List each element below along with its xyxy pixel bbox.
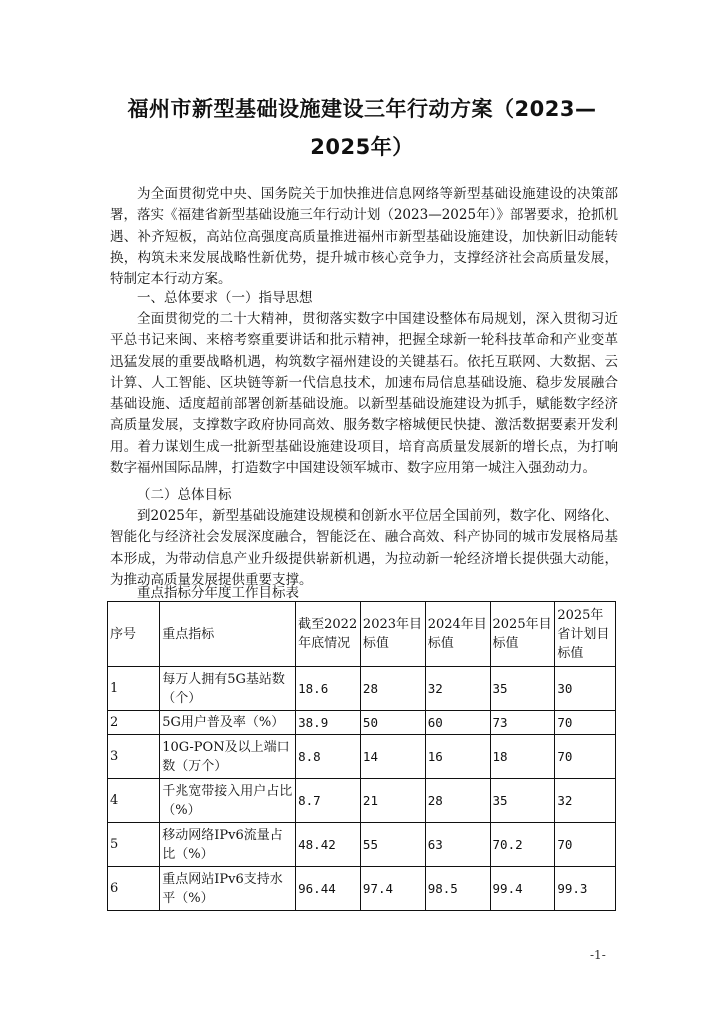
guiding-paragraph bbox=[110, 309, 618, 479]
header-cell: 2025年目标值 bbox=[490, 602, 555, 667]
table-cell: 96.44 bbox=[296, 867, 361, 911]
table-row bbox=[108, 867, 616, 911]
intro-paragraph bbox=[110, 184, 618, 290]
table-row bbox=[108, 823, 616, 867]
goals-text: 到2025年，新型基础设施建设规模和创新水平位居全国前列，数字化、网络化、智能化与经济社会发展深度融合，智能泛在、融合高效、科产协同的城市发展格局基本形成，为带动信息产业升级提供崭新机遇，为拉动新一轮经济增长提供强大动能，为推动高质量发展提供重要支撑。 bbox=[110, 508, 618, 588]
header-cell: 2025年省计划目标值 bbox=[555, 602, 616, 667]
section1-heading: 一、总体要求（一）指导思想 bbox=[137, 290, 313, 306]
table-cell: 32 bbox=[425, 667, 490, 711]
section2-heading: （二）总体目标 bbox=[137, 487, 232, 503]
table-cell: 8.7 bbox=[296, 779, 361, 823]
table-cell: 3 bbox=[108, 735, 160, 779]
table-cell: 18 bbox=[490, 735, 555, 779]
table-cell: 48.42 bbox=[296, 823, 361, 867]
header-cell: 序号 bbox=[108, 602, 160, 667]
table-cell: 28 bbox=[360, 667, 425, 711]
table-cell: 28 bbox=[425, 779, 490, 823]
table-cell: 16 bbox=[425, 735, 490, 779]
table-cell: 55 bbox=[360, 823, 425, 867]
table-cell: 70.2 bbox=[490, 823, 555, 867]
table-cell: 32 bbox=[555, 779, 616, 823]
guiding-text: 全面贯彻党的二十大精神，贯彻落实数字中国建设整体布局规划，深入贯彻习近平总书记来闽、来榕考察重要讲话和批示精神，把握全球新一轮科技革命和产业变革迅猛发展的重要战略机遇，构筑数字福州建设的关键基石。依托互联网、大数据、云计算、人工智能、区块链等新一代信息技术，加速布局信息基础设施、稳步发展融合基础设施、适度超前部署创新基础设施。以新型基础设施建设为抓手，赋能数字经济高质量发展，支撑数字政府协同高效、服务数字榕城便民快捷、激活数据要素开发利用。着力谋划生成一批新型基础设施建设项目，培育高质量发展新的增长点，为打响数字福州国际品牌，打造数字中国建设领军城市、数字应用第一城注入强劲动力。 bbox=[110, 311, 618, 477]
header-cell: 2024年目标值 bbox=[425, 602, 490, 667]
table-cell: 2 bbox=[108, 711, 160, 735]
table-caption: 重点指标分年度工作目标表 bbox=[137, 585, 299, 601]
header-cell: 2023年目标值 bbox=[360, 602, 425, 667]
table-cell: 重点网站IPv6支持水平（%） bbox=[160, 867, 296, 911]
table-cell: 21 bbox=[360, 779, 425, 823]
goals-paragraph bbox=[110, 506, 618, 591]
table-cell: 97.4 bbox=[360, 867, 425, 911]
table-cell: 1 bbox=[108, 667, 160, 711]
table-cell: 千兆宽带接入用户占比（%） bbox=[160, 779, 296, 823]
table-cell: 35 bbox=[490, 779, 555, 823]
table-cell: 70 bbox=[555, 823, 616, 867]
table-cell: 移动网络IPv6流量占比（%） bbox=[160, 823, 296, 867]
table-row bbox=[108, 667, 616, 711]
table-row bbox=[108, 779, 616, 823]
table-cell: 6 bbox=[108, 867, 160, 911]
header-cell: 重点指标 bbox=[160, 602, 296, 667]
table-cell: 99.3 bbox=[555, 867, 616, 911]
table-row bbox=[108, 711, 616, 735]
page-number: -1- bbox=[590, 948, 606, 962]
table-cell: 30 bbox=[555, 667, 616, 711]
table-cell: 73 bbox=[490, 711, 555, 735]
table-cell: 5G用户普及率（%） bbox=[160, 711, 296, 735]
table-cell: 98.5 bbox=[425, 867, 490, 911]
table-cell: 50 bbox=[360, 711, 425, 735]
table-cell: 63 bbox=[425, 823, 490, 867]
table-cell: 35 bbox=[490, 667, 555, 711]
table-cell: 99.4 bbox=[490, 867, 555, 911]
table-cell: 70 bbox=[555, 711, 616, 735]
document-title: 福州市新型基础设施建设三年行动方案（2023—2025年） bbox=[127, 97, 597, 159]
table-cell: 5 bbox=[108, 823, 160, 867]
table-cell: 8.8 bbox=[296, 735, 361, 779]
table-row bbox=[108, 735, 616, 779]
table-cell: 14 bbox=[360, 735, 425, 779]
intro-text: 为全面贯彻党中央、国务院关于加快推进信息网络等新型基础设施建设的决策部署，落实《福建省新型基础设施三年行动计划（2023—2025年）》部署要求，抢抓机遇、补齐短板，高站位高强度高质量推进福州市新型基础设施建设，加快新旧动能转换，构筑未来发展战略性新优势，提升城市核心竞争力，支撑经济社会高质量发展，特制定本行动方案。 bbox=[110, 186, 618, 288]
table-cell: 18.6 bbox=[296, 667, 361, 711]
table-cell: 70 bbox=[555, 735, 616, 779]
table-cell: 38.9 bbox=[296, 711, 361, 735]
header-cell: 截至2022年底情况 bbox=[296, 602, 361, 667]
table-cell: 每万人拥有5G基站数（个） bbox=[160, 667, 296, 711]
table-header-row bbox=[108, 602, 616, 667]
table-cell: 10G-PON及以上端口数（万个） bbox=[160, 735, 296, 779]
table-cell: 60 bbox=[425, 711, 490, 735]
targets-table bbox=[107, 601, 616, 911]
table-cell: 4 bbox=[108, 779, 160, 823]
